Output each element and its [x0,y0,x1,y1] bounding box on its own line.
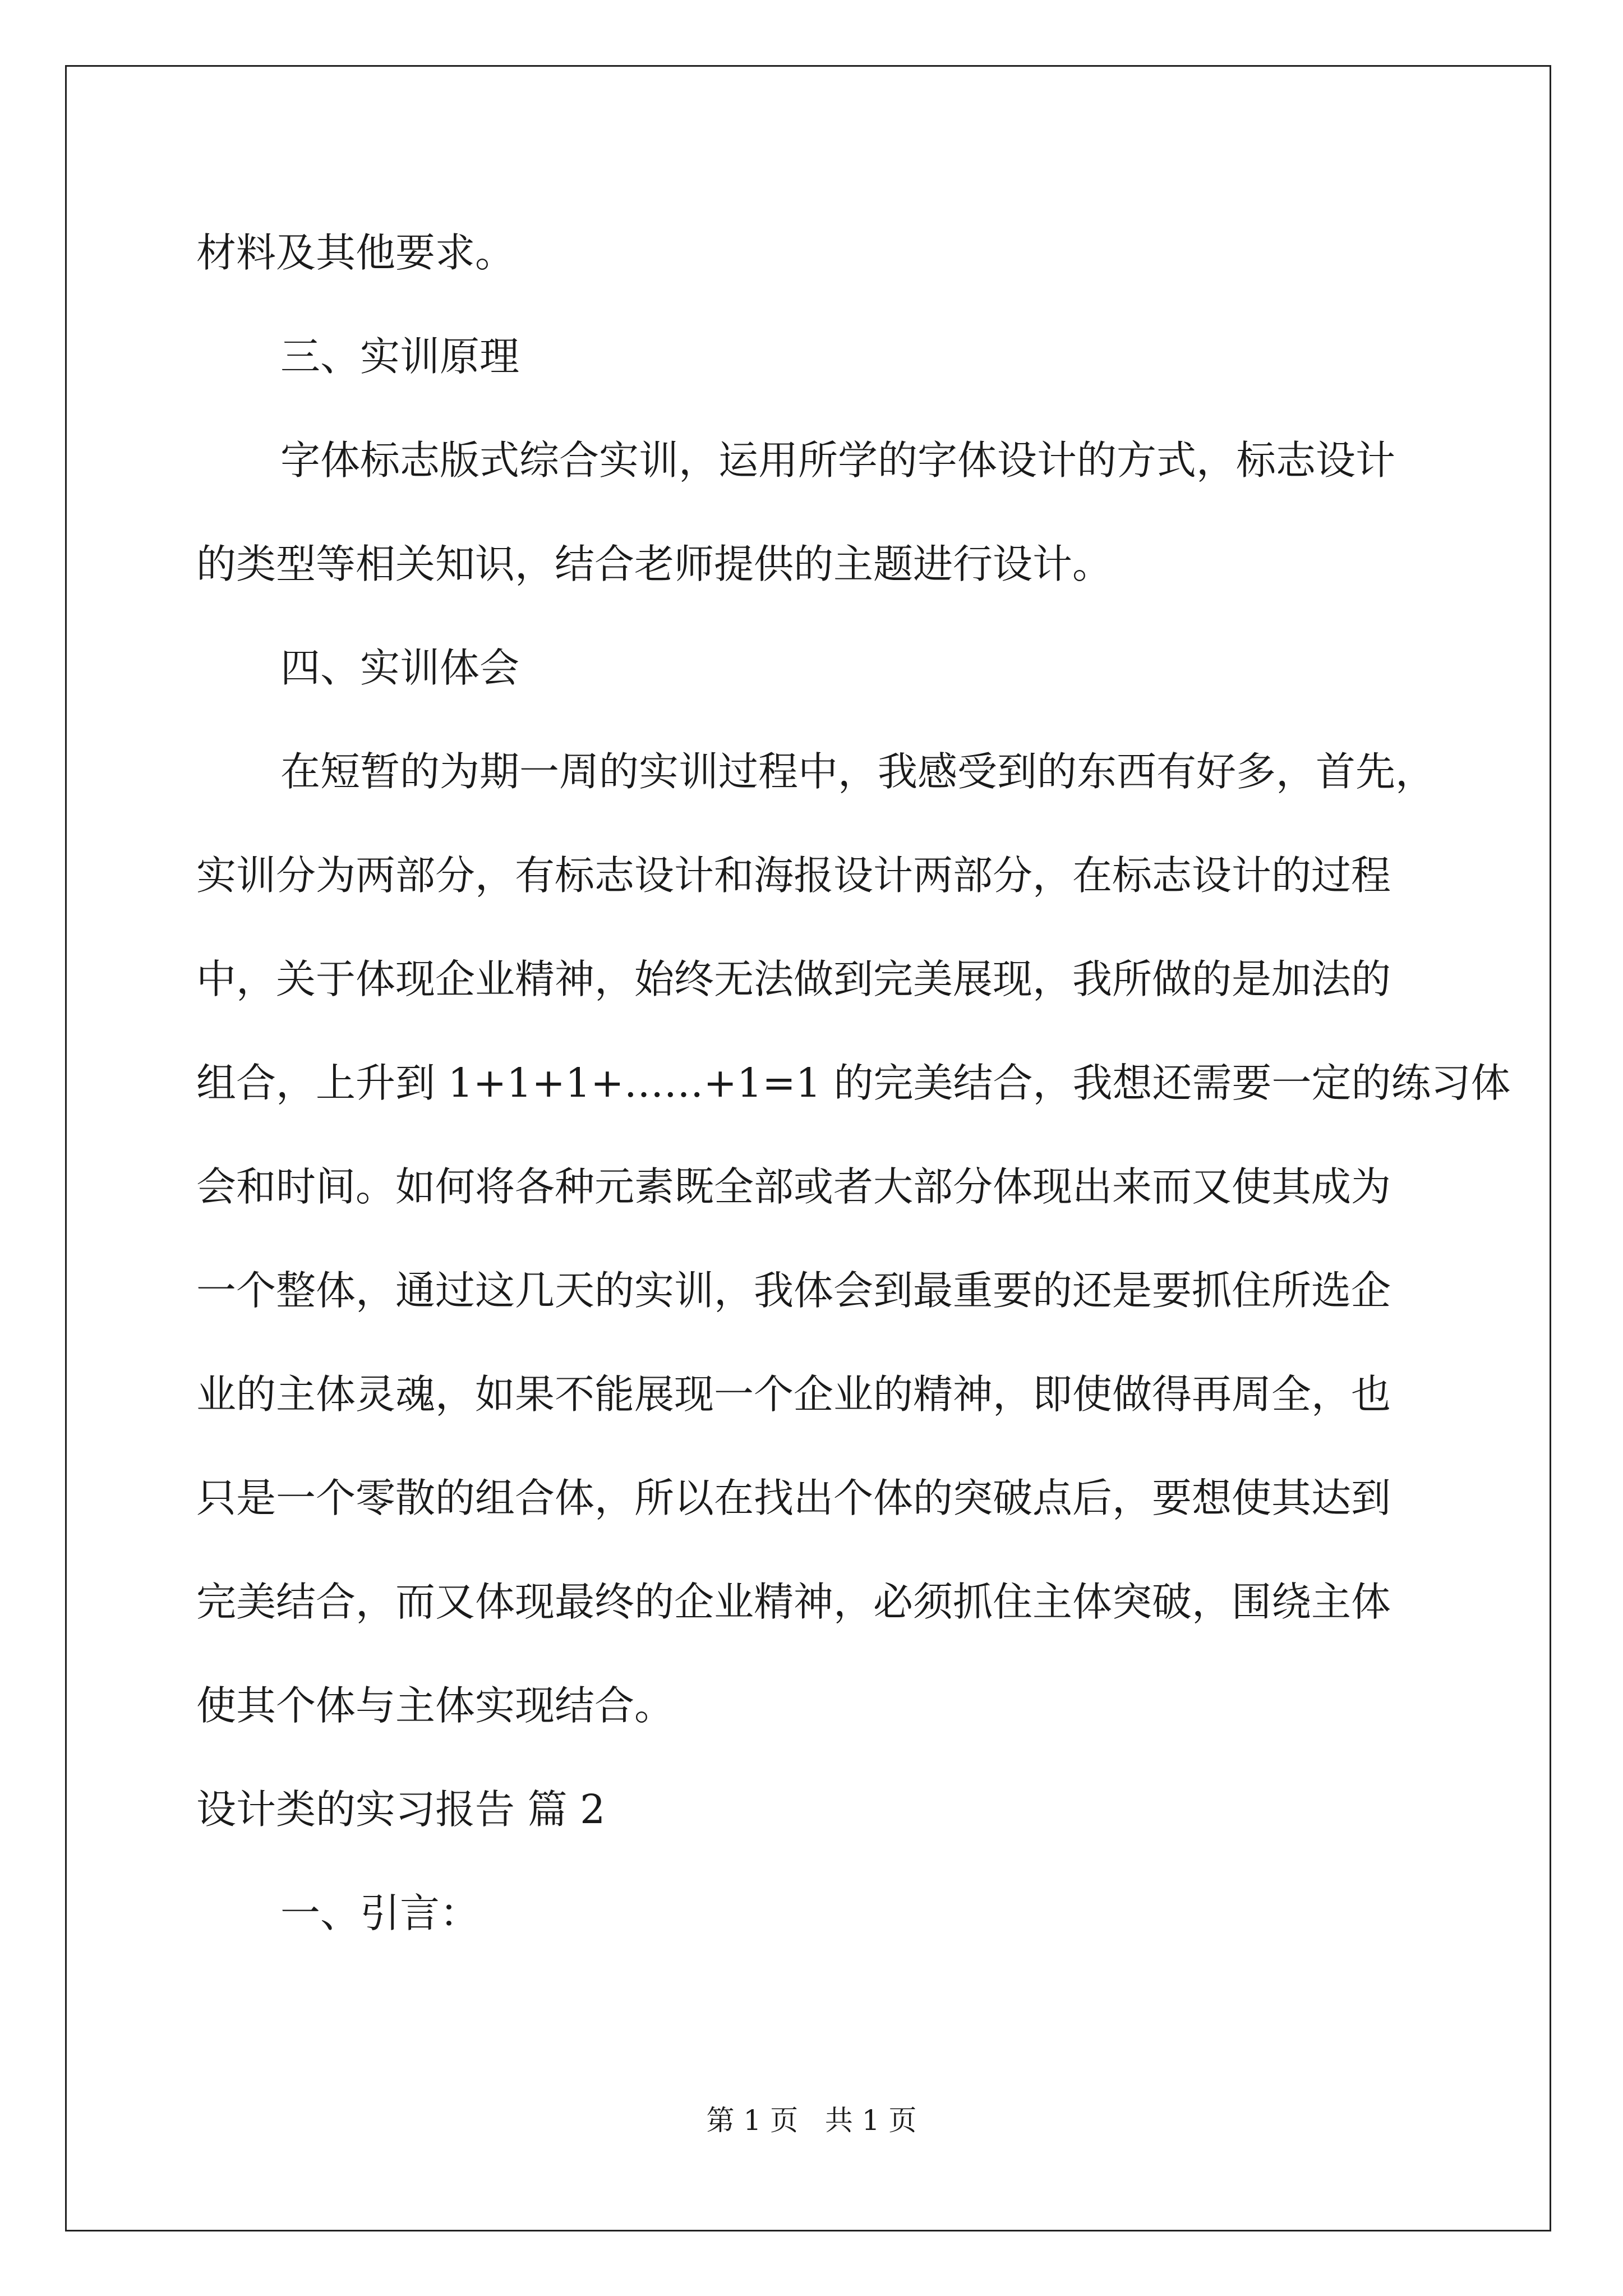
page-number-footer: 第 1 页 共 1 页 [706,2104,917,2137]
text-line: 业的主体灵魂，如果不能展现一个企业的精神，即使做得再周全，也 [196,1371,1391,1418]
section-heading: 一、引言： [280,1890,480,1936]
text-line: 完美结合，而又体现最终的企业精神，必须抓住主体突破，围绕主体 [196,1579,1391,1625]
section-heading: 三、实训原理 [280,333,520,380]
text-line: 一个整体，通过这几天的实训，我体会到最重要的还是要抓住所选企 [196,1267,1391,1314]
text-line: 只是一个零散的组合体，所以在找出个体的突破点后，要想使其达到 [196,1475,1391,1521]
text-line: 的类型等相关知识，结合老师提供的主题进行设计。 [196,541,1113,587]
text-line: 组合，上升到 1+1+1+……+1=1 的完美结合，我想还需要一定的练习体 [196,1060,1511,1106]
text-line: 使其个体与主体实现结合。 [196,1682,675,1729]
text-line: 实训分为两部分，有标志设计和海报设计两部分，在标志设计的过程 [196,852,1391,899]
text-line: 中，关于体现企业精神，始终无法做到完美展现，我所做的是加法的 [196,956,1391,1002]
report-title: 设计类的实习报告 篇 2 [196,1786,606,1833]
section-heading: 四、实训体会 [280,645,520,691]
text-line: 在短暂的为期一周的实训过程中，我感受到的东西有好多，首先， [280,748,1436,795]
text-line: 材料及其他要求。 [196,229,515,276]
text-line: 会和时间。如何将各种元素既全部或者大部分体现出来而又使其成为 [196,1163,1391,1210]
text-line: 字体标志版式综合实训，运用所学的字体设计的方式，标志设计 [280,437,1396,484]
